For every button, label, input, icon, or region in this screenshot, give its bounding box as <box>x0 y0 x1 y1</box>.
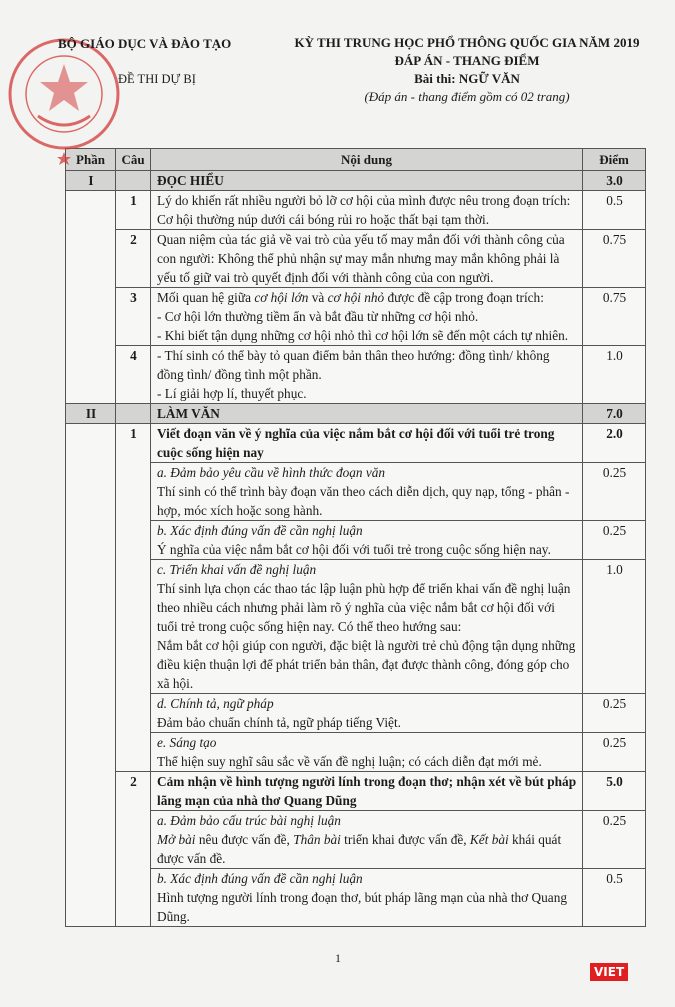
column-header-score: Điểm <box>583 149 646 171</box>
question-number: 1 <box>116 191 151 230</box>
score-cell: 1.0 <box>583 560 646 694</box>
score-cell: 1.0 <box>583 346 646 404</box>
question-number: 2 <box>116 772 151 927</box>
content-line <box>157 326 577 345</box>
score-cell: 7.0 <box>583 404 646 424</box>
content-text: - Thí sinh có thể bày tỏ quan điểm bản thân theo hướng: đồng tình/ không đồng tình/ đồng tình một phần. <box>157 348 550 382</box>
table-row <box>66 346 646 404</box>
content-line <box>157 191 577 229</box>
content-line <box>157 288 577 307</box>
content-cell <box>151 230 583 288</box>
content-line <box>157 384 577 403</box>
table-row <box>66 230 646 288</box>
content-line <box>157 424 577 462</box>
table-header-row <box>66 149 646 171</box>
content-text: a. Đảm bảo yêu cầu về hình thức đoạn văn <box>157 465 386 480</box>
content-text: b. Xác định đúng vấn đề cần nghị luận <box>157 871 363 886</box>
content-line <box>157 482 577 520</box>
section-row <box>66 171 646 191</box>
content-cell <box>151 772 583 811</box>
content-text: Cảm nhận về hình tượng người lính trong đoạn thơ; nhận xét về bút pháp lãng mạn của nhà thơ Quang Dũng <box>157 774 577 808</box>
content-cell <box>151 404 583 424</box>
content-text: Quan niệm của tác giả về vai trò của yếu tố may mắn đối với thành công của con người: Không thể phủ nhận sự may mắn nhưng may mắn không phải là yếu tố giữ vai trò quyết định đối với thành công của con người. <box>157 232 565 285</box>
exam-title: KỲ THI TRUNG HỌC PHỔ THÔNG QUỐC GIA NĂM 2019 <box>294 35 640 50</box>
content-text: cơ hội nhỏ <box>327 290 385 305</box>
content-text: e. Sáng tạo <box>157 735 217 750</box>
question-number: 1 <box>116 424 151 772</box>
score-cell: 5.0 <box>583 772 646 811</box>
content-text: Thí sinh có thể trình bày đoạn văn theo cách diễn dịch, quy nạp, tổng - phân - hợp, móc xích hoặc song hành. <box>157 484 570 518</box>
score-cell: 0.5 <box>583 191 646 230</box>
content-cell <box>151 521 583 560</box>
score-cell: 0.25 <box>583 463 646 521</box>
score-cell: 0.25 <box>583 694 646 733</box>
content-line <box>157 521 577 540</box>
score-cell: 0.75 <box>583 288 646 346</box>
table-row <box>66 288 646 346</box>
content-text: cơ hội lớn <box>254 290 309 305</box>
exam-subtitle: ĐÁP ÁN - THANG ĐIỂM <box>394 53 540 68</box>
table-row <box>66 521 646 560</box>
content-line <box>157 307 577 326</box>
score-cell: 0.25 <box>583 521 646 560</box>
viet-logo-watermark: VIET <box>590 963 628 981</box>
column-header-question: Câu <box>116 149 151 171</box>
content-text: Thí sinh lựa chọn các thao tác lập luận phù hợp để triển khai vấn đề nghị luận theo nhiều cách nhưng phải làm rõ ý nghĩa của việc nắm bắt cơ hội đối với tuổi trẻ trong cuộc sống hiện nay. Có thể theo hướng sau: <box>157 581 571 634</box>
content-text: b. Xác định đúng vấn đề cần nghị luận <box>157 523 363 538</box>
content-text: Hình tượng người lính trong đoạn thơ, bút pháp lãng mạn của nhà thơ Quang Dũng. <box>157 890 567 924</box>
content-line <box>157 869 577 888</box>
exam-type: ĐỀ THI DỰ BỊ <box>118 72 196 86</box>
table-row <box>66 191 646 230</box>
content-text: Nắm bắt cơ hội giúp con người, đặc biệt là người trẻ chủ động tận dụng những điều kiện thuận lợi để phát triển bản thân, đạt được thành công, đóng góp cho xã hội. <box>157 638 576 691</box>
content-text: - Khi biết tận dụng những cơ hội nhỏ thì cơ hội lớn sẽ đến một cách tự nhiên. <box>157 328 569 343</box>
table-row <box>66 869 646 927</box>
score-cell: 3.0 <box>583 171 646 191</box>
content-cell <box>151 560 583 694</box>
content-line <box>157 230 577 287</box>
content-line <box>157 713 577 732</box>
content-text: Lý do khiến rất nhiều người bỏ lỡ cơ hội của mình được nêu trong đoạn trích: Cơ hội thường núp dưới cái bóng rủi ro hoặc thất bại tạm thời. <box>157 193 571 227</box>
exam-subject: Bài thi: NGỮ VĂN <box>414 71 520 86</box>
document-footer <box>0 947 675 1007</box>
content-line <box>157 830 577 868</box>
content-text: khái quát được vấn đề. <box>157 832 562 866</box>
content-text: nêu được vấn đề, <box>195 832 294 847</box>
document-header <box>0 0 675 148</box>
column-header-content: Nội dung <box>151 149 583 171</box>
content-cell <box>151 424 583 463</box>
content-line <box>157 694 577 713</box>
content-text: a. Đảm bảo cấu trúc bài nghị luận <box>157 813 341 828</box>
content-text: - Cơ hội lớn thường tiềm ẩn và bắt đầu từ những cơ hội nhỏ. <box>157 309 479 324</box>
content-text: Thể hiện suy nghĩ sâu sắc về vấn đề nghị luận; có cách diễn đạt mới mẻ. <box>157 754 542 769</box>
content-text: Ý nghĩa của việc nắm bắt cơ hội đối với tuổi trẻ trong cuộc sống hiện nay. <box>157 542 551 557</box>
content-line <box>157 579 577 636</box>
question-cell <box>116 171 151 191</box>
content-line <box>157 733 577 752</box>
content-text: triển khai được vấn đề, <box>340 832 470 847</box>
table-row <box>66 772 646 811</box>
content-cell <box>151 191 583 230</box>
content-text: Mở bài <box>157 832 196 847</box>
content-text: Đảm bảo chuẩn chính tả, ngữ pháp tiếng Việt. <box>157 715 401 730</box>
content-text: và <box>308 290 328 305</box>
score-cell: 0.25 <box>583 733 646 772</box>
question-number: 2 <box>116 230 151 288</box>
table-row <box>66 560 646 694</box>
content-cell <box>151 171 583 191</box>
table-row <box>66 733 646 772</box>
content-line <box>157 752 577 771</box>
question-number: 4 <box>116 346 151 404</box>
content-cell <box>151 463 583 521</box>
content-line <box>157 346 577 384</box>
content-text: Thân bài <box>293 832 341 847</box>
content-line <box>157 772 577 810</box>
page-number: 1 <box>335 951 341 965</box>
content-text: c. Triển khai vấn đề nghị luận <box>157 562 317 577</box>
content-text: được đề cập trong đoạn trích: <box>384 290 544 305</box>
page-count-note: (Đáp án - thang điểm gồm có 02 trang) <box>364 89 570 104</box>
content-line <box>157 636 577 693</box>
content-text: ĐỌC HIỂU <box>157 173 224 188</box>
content-text: Kết bài <box>469 832 509 847</box>
part-cell: II <box>66 404 116 424</box>
content-text: Viết đoạn văn về ý nghĩa của việc nắm bắt cơ hội đối với tuổi trẻ trong cuộc sống hiện nay <box>157 426 555 460</box>
content-line <box>157 888 577 926</box>
table-row <box>66 424 646 463</box>
content-line <box>157 171 577 190</box>
document-heading <box>272 34 662 106</box>
content-line <box>157 463 577 482</box>
content-cell <box>151 346 583 404</box>
answer-table <box>65 148 646 927</box>
content-text: d. Chính tả, ngữ pháp <box>157 696 274 711</box>
part-cell: I <box>66 171 116 191</box>
table-row <box>66 694 646 733</box>
content-cell <box>151 869 583 927</box>
content-cell <box>151 811 583 869</box>
content-line <box>157 540 577 559</box>
content-line <box>157 404 577 423</box>
content-text: - Lí giải hợp lí, thuyết phục. <box>157 386 307 401</box>
content-cell <box>151 733 583 772</box>
score-cell: 0.25 <box>583 811 646 869</box>
content-text: LÀM VĂN <box>157 406 220 421</box>
score-cell: 2.0 <box>583 424 646 463</box>
question-cell <box>116 404 151 424</box>
content-line <box>157 811 577 830</box>
column-header-part: Phần <box>66 149 116 171</box>
ministry-name: BỘ GIÁO DỤC VÀ ĐÀO TẠO <box>58 36 232 51</box>
section-row <box>66 404 646 424</box>
score-cell: 0.75 <box>583 230 646 288</box>
content-line <box>157 560 577 579</box>
part-cell <box>66 424 116 927</box>
question-number: 3 <box>116 288 151 346</box>
score-cell: 0.5 <box>583 869 646 927</box>
content-cell <box>151 694 583 733</box>
table-container <box>0 148 675 927</box>
content-text: Mối quan hệ giữa <box>157 290 255 305</box>
table-row <box>66 463 646 521</box>
table-row <box>66 811 646 869</box>
part-cell <box>66 191 116 404</box>
content-cell <box>151 288 583 346</box>
